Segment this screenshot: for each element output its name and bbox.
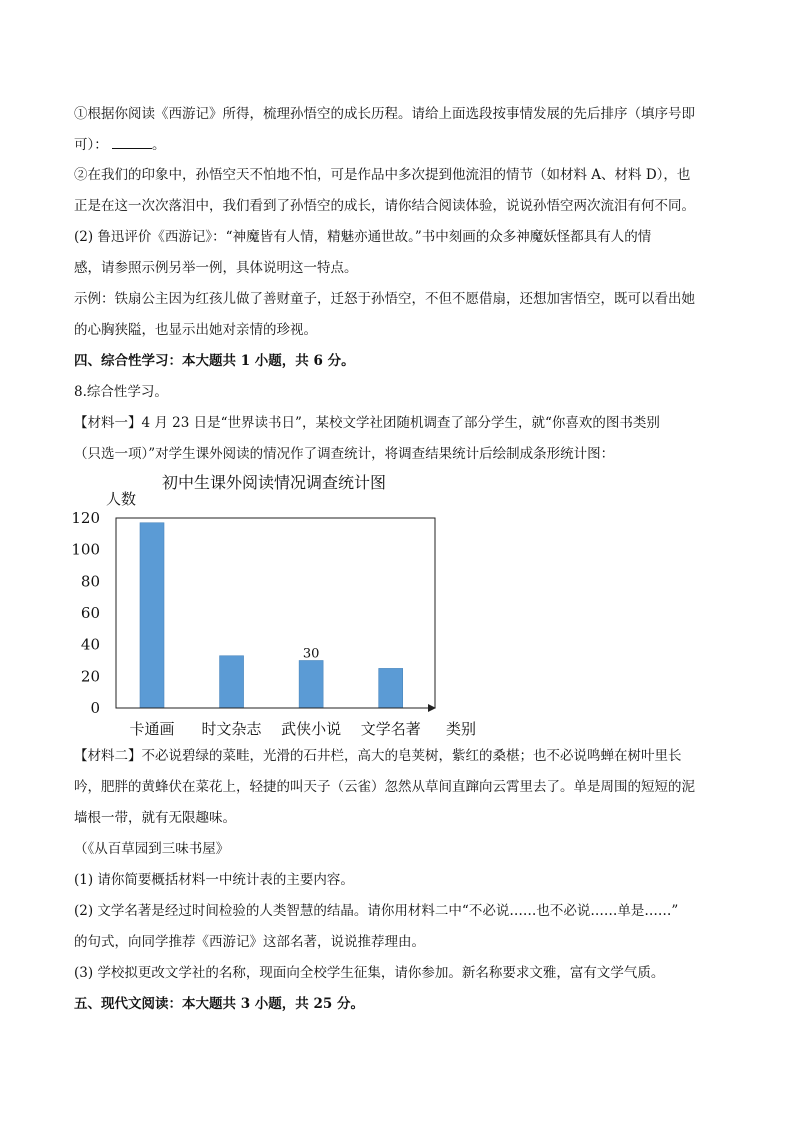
question-8-heading: 8.综合性学习。	[74, 384, 168, 400]
material-2-source: （《从百草园到三味书屋》	[74, 841, 230, 857]
bar-1	[140, 523, 164, 708]
x-tick-label: 武侠小说	[281, 720, 342, 738]
material-2-line-1: 【材料二】不必说碧绿的菜畦，光滑的石井栏，高大的皂荚树，紫红的桑椹；也不必说鸣蝉在树叶里长	[74, 748, 682, 764]
section-5-heading: 五、现代文阅读：本大题共 3 小题，共 25 分。	[74, 996, 364, 1012]
y-tick-label: 0	[90, 699, 100, 717]
x-axis-label: 类别	[446, 720, 477, 738]
question-2-line-1: ②在我们的印象中，孙悟空天不怕地不怕，可是作品中多次提到他流泪的情节（如材料 A、材料 D），也	[74, 167, 691, 183]
x-tick-label: 卡通画	[129, 720, 175, 738]
question-1-line-1: ①根据你阅读《西游记》所得，梳理孙悟空的成长历程。请给上面选段按事情发展的先后排序（填序号即	[74, 106, 695, 122]
material-1-line-2: （只选一项）”对学生课外阅读的情况作了调查统计，将调查结果统计后绘制成条形统计图：	[74, 446, 615, 462]
question-1-prefix: 可）：	[74, 137, 108, 153]
y-tick-label: 60	[80, 604, 100, 622]
example-line-2: 的心胸狭隘，也显示出她对亲情的珍视。	[74, 322, 317, 338]
bar-chart	[70, 468, 500, 740]
bar-4	[379, 668, 403, 708]
y-axis-label: 人数	[106, 490, 137, 508]
question-1-line-2	[74, 136, 724, 154]
y-tick-label: 100	[71, 540, 100, 559]
sub-question-2-line-1: (2) 文学名著是经过时间检验的人类智慧的结晶。请你用材料二中“不必说……也不必说……单是……”	[74, 903, 679, 919]
material-2-line-2: 吟，肥胖的黄蜂伏在菜花上，轻捷的叫天子（云雀）忽然从草间直蹿向云霄里去了。单是周围的短短的泥	[74, 779, 695, 795]
question-3-line-2: 感，请参照示例另举一例，具体说明这一特点。	[74, 260, 358, 276]
y-tick-label: 80	[80, 572, 100, 591]
question-1-suffix: 。	[152, 137, 166, 153]
section-4-heading: 四、综合性学习：本大题共 1 小题，共 6 分。	[74, 353, 355, 369]
question-2-line-2: 正是在这一次次落泪中，我们看到了孙悟空的成长，请你结合阅读体验，说说孙悟空两次流泪有何不同。	[74, 198, 695, 214]
question-3-line-1: (2) 鲁迅评价《西游记》：“神魔皆有人情，精魅亦通世故。”书中刻画的众多神魔妖怪都具有人的情	[74, 229, 652, 245]
sub-question-3: (3) 学校拟更改文学社的名称，现面向全校学生征集，请你参加。新名称要求文雅，富有文学气质。	[74, 965, 665, 981]
x-tick-label: 文学名著	[360, 720, 421, 738]
chart-title: 初中生课外阅读情况调查统计图	[162, 473, 387, 492]
bar-2	[220, 656, 244, 708]
material-1-line-1: 【材料一】4 月 23 日是“世界读书日”，某校文学社团随机调查了部分学生，就“你喜欢的图书类别	[74, 415, 660, 431]
y-tick-label: 40	[80, 635, 100, 654]
sub-question-2-line-2: 的句式，向同学推荐《西游记》这部名著，说说推荐理由。	[74, 934, 425, 950]
material-2-line-3: 墙根一带，就有无限趣味。	[74, 810, 236, 826]
bar-3	[299, 661, 323, 709]
sub-question-1: (1) 请你简要概括材料一中统计表的主要内容。	[74, 872, 354, 888]
x-tick-label: 时文杂志	[201, 720, 262, 738]
y-tick-label: 120	[71, 509, 100, 527]
data-label: 30	[302, 646, 320, 662]
y-tick-label: 20	[80, 667, 100, 686]
example-line-1: 示例：铁扇公主因为红孩儿做了善财童子，迁怒于孙悟空，不但不愿借扇，还想加害悟空，既可以看出她	[74, 291, 695, 307]
answer-blank	[112, 136, 152, 149]
